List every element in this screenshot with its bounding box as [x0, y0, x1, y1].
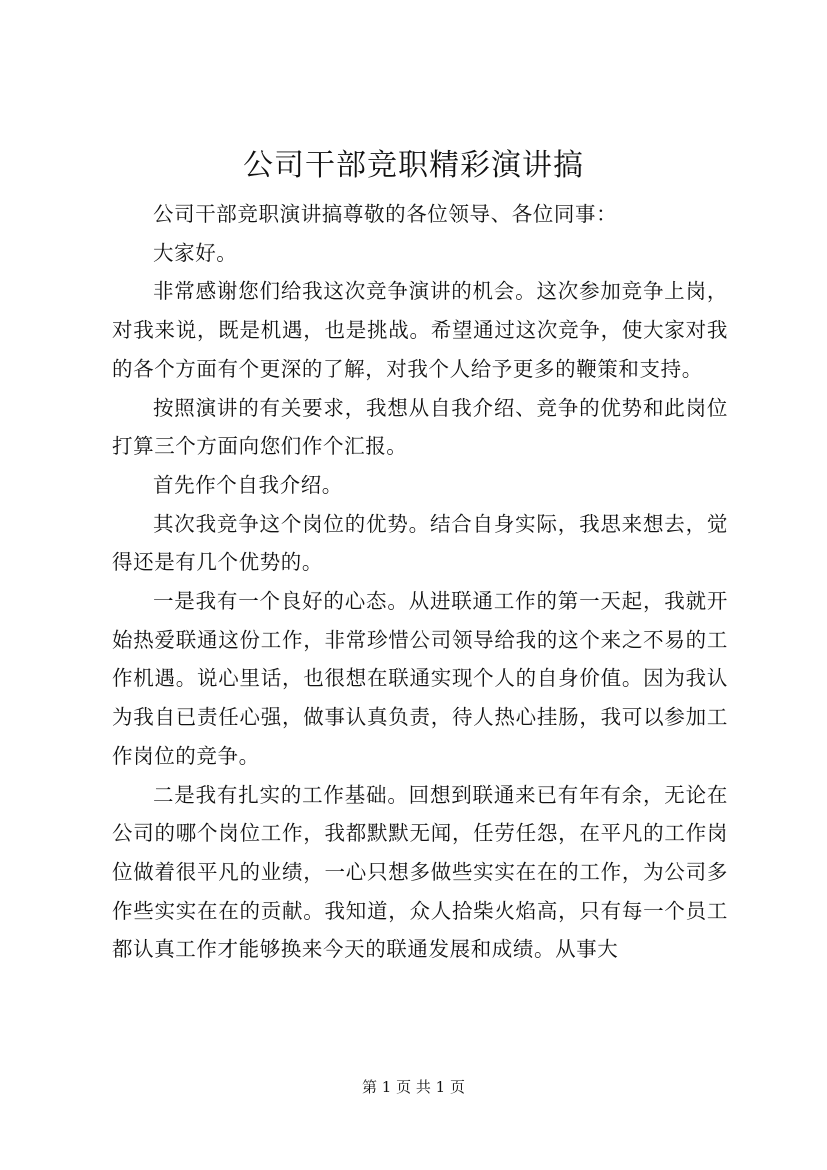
paragraph-2: 大家好。	[153, 240, 238, 265]
paragraph-5: 首先作个自我介绍。	[153, 472, 343, 497]
paragraph-7: 一是我有一个良好的心态。从进联通工作的第一天起，我就开始热爱联通这份工作，非常珍惜公司领导给我的这个来之不易的工作机遇。说心里话，也很想在联通实现个人的自身价值。因为我认为我自已责任心强，做事认真负责，待人热心挂肠，我可以参加工作岗位的竞争。	[112, 589, 728, 768]
paragraph-8: 二是我有扎实的工作基础。回想到联通来已有年有余，无论在公司的哪个岗位工作，我都默默无闻，任劳任怨，在平凡的工作岗位做着很平凡的业绩，一心只想多做些实实在在的工作，为公司多作些实实在在的贡献。我知道，众人拾柴火焰高，只有每一个员工都认真工作才能够换来今天的联通发展和成绩。从事大	[112, 782, 728, 962]
paragraph-4: 按照演讲的有关要求，我想从自我介绍、竞争的优势和此岗位打算三个方面向您们作个汇报。	[112, 395, 728, 459]
document-body	[112, 195, 728, 969]
page-number-footer: 第 1 页 共 1 页	[362, 1078, 465, 1096]
paragraph-1: 公司干部竞职演讲搞尊敬的各位领导、各位同事：	[153, 202, 618, 226]
document-title: 公司干部竞职精彩演讲搞	[243, 148, 584, 183]
paragraph-6: 其次我竞争这个岗位的优势。结合自身实际，我思来想去，觉得还是有几个优势的。	[112, 511, 728, 575]
paragraph-3: 非常感谢您们给我这次竞争演讲的机会。这次参加竞争上岗，对我来说，既是机遇，也是挑战。希望通过这次竞争，使大家对我的各个方面有个更深的了解，对我个人给予更多的鞭策和支持。	[112, 279, 728, 381]
